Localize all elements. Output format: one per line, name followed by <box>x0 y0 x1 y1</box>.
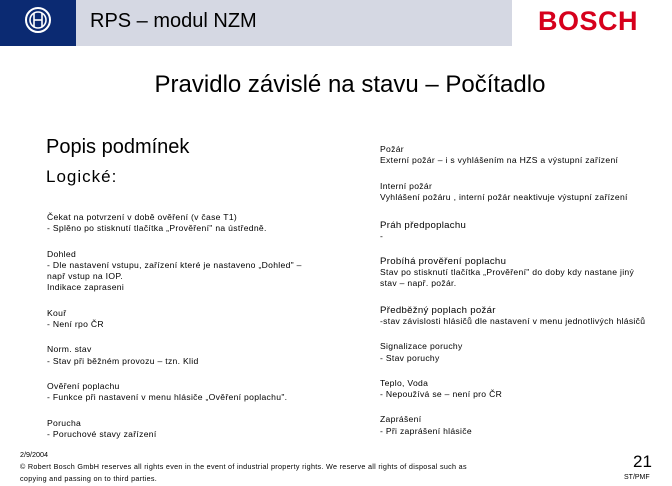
item-title: Signalizace poruchy <box>380 341 463 352</box>
brand-logo-area <box>512 0 672 46</box>
list-item <box>380 256 670 290</box>
item-text: Indikace zapraseni <box>47 282 125 293</box>
logic-heading: Logické: <box>46 167 118 186</box>
item-title: Ověření poplachu <box>47 380 120 391</box>
presentation-title: RPS – modul NZM <box>90 10 257 32</box>
list-item <box>47 418 347 441</box>
right-condition-list <box>380 144 670 437</box>
item-text: Vyhlášení požáru , interní požár neaktivuje výstupní zařízení <box>380 191 628 202</box>
list-item <box>47 308 347 331</box>
footer-date: 2/9/2004 <box>20 450 48 459</box>
left-condition-list <box>47 212 347 454</box>
item-text: - Při zaprášení hlásiče <box>380 425 472 436</box>
item-title: Kouř <box>47 307 67 318</box>
list-item <box>380 144 670 167</box>
copyright-line: © Robert Bosch GmbH reserves all rights even in the event of industrial property rights. We reserve all rights of disposal such as <box>20 462 467 471</box>
header-bar <box>0 0 672 46</box>
item-title: Dohled <box>47 248 77 259</box>
copyright-line: copying and passing on to third parties. <box>20 474 158 483</box>
list-item <box>380 305 670 328</box>
item-text: - Dle nastavení vstupu, zařízení které je nastaveno „Dohled" – <box>47 259 302 270</box>
page-number: 21 <box>633 452 652 471</box>
item-text: - Není rpo ČR <box>47 319 104 330</box>
list-item <box>47 381 347 404</box>
item-text: - Splěno po stisknutí tlačítka „Prověření" na ústředně. <box>47 223 267 234</box>
department-code: ST/PMF <box>624 474 650 481</box>
slide-title: Pravidlo závislé na stavu – Počítadlo <box>154 71 546 98</box>
item-text: Stav po stisknutí tlačítka „Prověření" do doby kdy nastane jiný <box>380 267 635 278</box>
item-text: - Stav při běžném provozu – tzn. Klid <box>47 355 199 366</box>
section-heading: Popis podmínek <box>46 136 190 158</box>
list-item <box>47 344 347 367</box>
item-text: - Stav poruchy <box>380 352 440 363</box>
bosch-armature-icon <box>24 6 52 34</box>
conditions-heading-block <box>46 134 346 187</box>
list-item <box>47 249 347 294</box>
item-text: - Funkce při nastavení v menu hlásiče „Ověření poplachu". <box>47 392 288 403</box>
item-title: Práh předpoplachu <box>380 220 467 232</box>
list-item <box>380 341 670 364</box>
item-title: Interní požár <box>380 180 433 191</box>
item-title: Norm. stav <box>47 344 92 355</box>
item-text: např vstup na IOP. <box>47 271 123 282</box>
item-title: Probíhá prověření poplachu <box>380 255 507 267</box>
item-title: Požár <box>380 144 404 154</box>
item-title: Zaprášení <box>380 414 422 425</box>
bosch-emblem <box>0 0 76 46</box>
list-item <box>47 212 347 235</box>
item-text: - Nepoužívá se – není pro ČR <box>380 389 503 400</box>
brand-logo: BOSCH <box>538 6 639 36</box>
list-item <box>380 414 670 437</box>
item-text: stav – např. požár. <box>380 278 457 289</box>
item-title: Porucha <box>47 417 82 428</box>
list-item <box>380 378 670 401</box>
item-text: - Poruchové stavy zařízení <box>47 428 157 439</box>
item-title: Teplo, Voda <box>380 377 429 388</box>
item-text: Externí požár – i s vyhlášením na HZS a výstupní zařízení <box>380 155 619 166</box>
item-title: Čekat na potvrzení v době ověření (v čase T1) <box>47 212 238 222</box>
item-text: -stav závislosti hlásičů dle nastavení v menu jednotlivých hlásičů <box>380 315 646 326</box>
item-title: Předběžný poplach požár <box>380 304 496 316</box>
list-item <box>380 181 670 204</box>
footer-copyright <box>20 461 490 485</box>
item-text: - <box>380 231 384 242</box>
list-item <box>380 220 670 243</box>
